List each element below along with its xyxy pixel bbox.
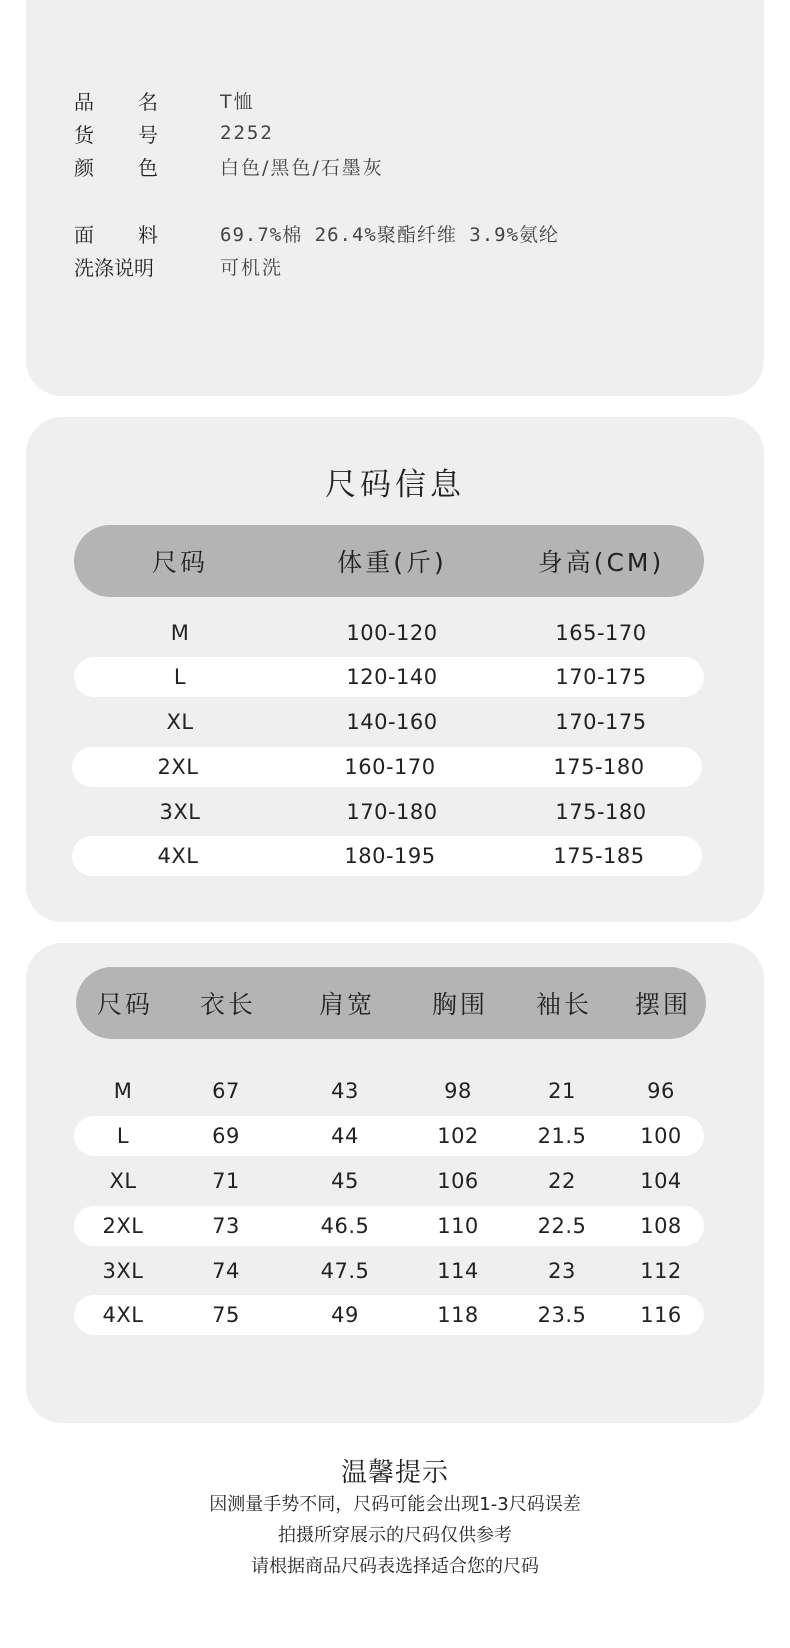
info-label-char: 料 (138, 222, 158, 247)
table-row (72, 747, 702, 787)
table-cell: M (170, 621, 190, 645)
table-cell: 165-170 (555, 621, 647, 645)
table-cell: 75 (212, 1303, 240, 1327)
table-cell: 170-175 (555, 710, 647, 734)
section-title: 尺码信息 (325, 467, 465, 503)
table-cell: 120-140 (346, 665, 438, 689)
info-value: 可机洗 (220, 256, 284, 279)
table-cell: 98 (444, 1079, 472, 1103)
table-cell: 22.5 (537, 1214, 587, 1238)
table-row (74, 1251, 704, 1291)
table-cell: XL (109, 1169, 137, 1193)
table-cell: 4XL (102, 1303, 144, 1327)
table-row (74, 613, 704, 653)
info-label (74, 152, 158, 181)
table-cell: 23 (548, 1259, 576, 1283)
table-cell: 112 (640, 1259, 682, 1283)
table-cell: 47.5 (320, 1259, 370, 1283)
table-cell: 170-180 (346, 800, 438, 824)
table-cell: 71 (212, 1169, 240, 1193)
table-cell: 175-185 (553, 844, 645, 868)
header-cell: 尺码 (151, 548, 208, 577)
info-label: 洗涤说明 (74, 255, 154, 280)
table-cell: 180-195 (344, 844, 436, 868)
info-value: 69.7%棉 26.4%聚酯纤维 3.9%氨纶 (220, 223, 560, 246)
table-cell: 114 (437, 1259, 479, 1283)
table-cell: 175-180 (553, 755, 645, 779)
table-cell: 46.5 (320, 1214, 370, 1238)
table-cell: 175-180 (555, 800, 647, 824)
table-row (74, 1206, 704, 1246)
measurement-card (26, 943, 764, 1423)
header-cell: 摆围 (634, 990, 691, 1019)
header-cell: 体重(斤) (337, 548, 447, 577)
table-cell: 108 (640, 1214, 682, 1238)
table-cell: M (113, 1079, 133, 1103)
table-cell: 116 (640, 1303, 682, 1327)
table-cell: 140-160 (346, 710, 438, 734)
table-row (74, 702, 704, 742)
tips-title: 温馨提示 (340, 1458, 449, 1488)
measurement-table-header (76, 967, 706, 1039)
table-cell: 74 (212, 1259, 240, 1283)
table-cell: 102 (437, 1124, 479, 1148)
header-cell: 身高(CM) (537, 548, 665, 577)
table-cell: 49 (331, 1303, 359, 1327)
table-cell: 43 (331, 1079, 359, 1103)
info-row-item-number (74, 118, 274, 148)
info-row-name (74, 85, 255, 115)
tips-line: 因测量手势不同，尺码可能会出现1-3尺码误差 (209, 1494, 581, 1515)
info-label (74, 119, 158, 148)
info-label-char: 颜 (74, 155, 94, 180)
table-row (74, 657, 704, 697)
size-info-card (26, 417, 764, 922)
table-cell: 45 (331, 1169, 359, 1193)
table-cell: 170-175 (555, 665, 647, 689)
table-cell: 3XL (102, 1259, 144, 1283)
header-cell: 肩宽 (318, 990, 375, 1019)
table-cell: 118 (437, 1303, 479, 1327)
table-cell: 2XL (102, 1214, 144, 1238)
tips-line: 请根据商品尺码表选择适合您的尺码 (251, 1556, 539, 1577)
info-label-char: 名 (138, 89, 158, 114)
info-row-fabric (74, 218, 559, 248)
size-table-header (74, 525, 704, 597)
table-cell: XL (166, 710, 194, 734)
info-label-char: 色 (138, 155, 158, 180)
info-label (74, 86, 158, 115)
info-label-char: 号 (138, 122, 158, 147)
table-row (72, 836, 702, 876)
table-row (74, 1295, 704, 1335)
table-cell: 69 (212, 1124, 240, 1148)
table-row (74, 1161, 704, 1201)
header-cell: 袖长 (535, 990, 592, 1019)
table-cell: 67 (212, 1079, 240, 1103)
table-cell: 104 (640, 1169, 682, 1193)
table-cell: 106 (437, 1169, 479, 1193)
table-cell: L (116, 1124, 130, 1148)
table-cell: 96 (647, 1079, 675, 1103)
product-info-card (26, 0, 764, 396)
table-cell: 21.5 (537, 1124, 587, 1148)
header-cell: 衣长 (199, 990, 256, 1019)
table-cell: 2XL (157, 755, 199, 779)
table-row (74, 1116, 704, 1156)
info-row-washing (74, 251, 283, 281)
table-cell: 100-120 (346, 621, 438, 645)
table-cell: 110 (437, 1214, 479, 1238)
table-cell: 100 (640, 1124, 682, 1148)
info-value: 白色/黑色/石墨灰 (220, 156, 384, 179)
table-cell: 44 (331, 1124, 359, 1148)
info-row-color (74, 151, 384, 181)
table-cell: 4XL (157, 844, 199, 868)
info-value: T恤 (220, 90, 255, 113)
table-cell: L (173, 665, 187, 689)
table-cell: 3XL (159, 800, 201, 824)
info-label-char: 货 (74, 122, 94, 147)
tips-line: 拍摄所穿展示的尺码仅供参考 (278, 1525, 512, 1546)
info-label-char: 面 (74, 222, 94, 247)
header-cell: 尺码 (96, 990, 153, 1019)
info-value: 2252 (220, 122, 274, 144)
info-label-char: 品 (74, 89, 94, 114)
header-cell: 胸围 (431, 990, 488, 1019)
table-cell: 160-170 (344, 755, 436, 779)
table-cell: 23.5 (537, 1303, 587, 1327)
table-row (74, 792, 704, 832)
table-cell: 21 (548, 1079, 576, 1103)
table-cell: 73 (212, 1214, 240, 1238)
table-cell: 22 (548, 1169, 576, 1193)
table-row (74, 1071, 704, 1111)
info-label (74, 219, 158, 248)
